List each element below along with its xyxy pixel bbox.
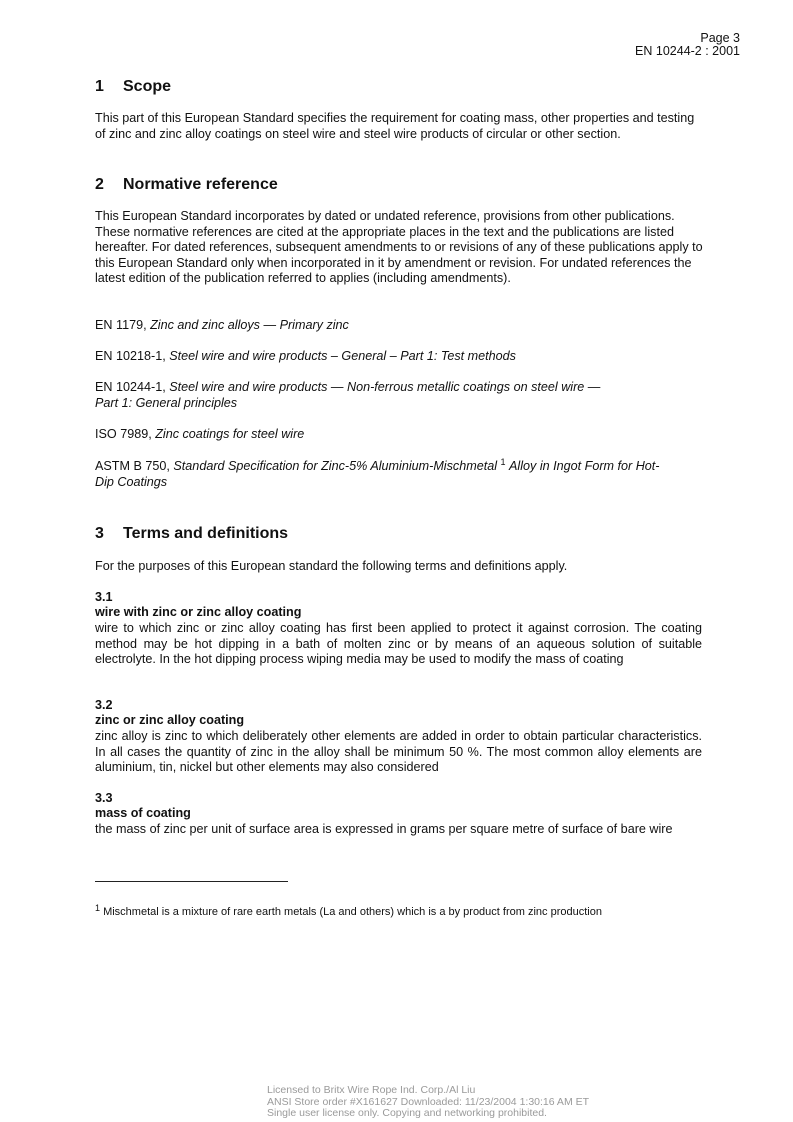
page-number: Page 3: [700, 31, 740, 45]
document-number: EN 10244-2 : 2001: [635, 44, 740, 58]
section-1-body: This part of this European Standard specifies the requirement for coating mass, other properties and testing of zinc and zinc alloy coatings on steel wire and steel wire products of circular or other section.: [95, 111, 695, 141]
reference-title: Standard Specification for Zinc-5% Aluminium-Mischmetal: [173, 459, 498, 473]
license-notice: [267, 1085, 589, 1120]
definition-term: mass of coating: [95, 806, 191, 820]
reference-code: EN 10244-1,: [95, 380, 166, 394]
footnote-marker: 1: [500, 457, 506, 467]
reference-title: Zinc coatings for steel wire: [155, 427, 305, 441]
section-3-body: For the purposes of this European standard the following terms and definitions apply.: [95, 559, 568, 573]
footnote-mark: 1: [95, 903, 101, 913]
definition-term: wire with zinc or zinc alloy coating: [95, 605, 302, 619]
reference-item: [95, 459, 705, 490]
reference-item: [95, 318, 705, 334]
definition-term: zinc or zinc alloy coating: [95, 713, 245, 727]
reference-item: [95, 427, 705, 443]
page-header: [635, 32, 740, 58]
section-number: 1: [95, 78, 104, 95]
footnote-divider: [95, 881, 288, 882]
reference-title: Zinc and zinc alloys — Primary zinc: [150, 318, 349, 332]
reference-title-line2: Part 1: General principles: [95, 395, 238, 410]
license-line: ANSI Store order #X161627 Downloaded: 11/23/2004 1:30:16 AM ET: [267, 1095, 590, 1108]
section-number: 2: [95, 176, 104, 193]
reference-title: Steel wire and wire products – General – Part 1: Test methods: [169, 349, 516, 363]
license-line: Licensed to Britx Wire Rope Ind. Corp./Al Liu: [267, 1084, 476, 1096]
reference-code: ISO 7989,: [95, 427, 152, 441]
reference-item: [95, 380, 705, 411]
definition-number: 3.2: [95, 698, 113, 712]
definition-text: the mass of zinc per unit of surface area is expressed in grams per square metre of surface of bare wire: [95, 822, 673, 836]
definition-number: 3.3: [95, 791, 113, 805]
section-number: 3: [95, 525, 104, 542]
footnote: [95, 903, 602, 918]
definition-text: wire to which zinc or zinc alloy coating has first been applied to protect it against corrosion. The coating method may be hot dipping in a bath of molten zinc or by means of an aqueous solution of suitable electrolyte. In the hot dipping process wiping media may be used to modify the mass of coating: [95, 621, 702, 667]
reference-code: EN 1179,: [95, 318, 147, 332]
section-1-heading: [95, 78, 171, 96]
definition-text: zinc alloy is zinc to which deliberately other elements are added in order to obtain particular characteristics. In all cases the quantity of zinc in the alloy shall be minimum 50 %. The most common alloy elements are aluminium, tin, nickel but other elements may also considered: [95, 729, 702, 775]
reference-title-line2: Dip Coatings: [95, 474, 168, 489]
reference-title-cont: Alloy in Ingot Form for Hot-: [509, 459, 660, 473]
reference-code: ASTM B 750,: [95, 459, 170, 473]
section-title: Normative reference: [123, 176, 278, 193]
section-title: Terms and definitions: [123, 525, 289, 542]
section-2-body: This European Standard incorporates by dated or undated reference, provisions from other publications. These normative references are cited at the appropriate places in the text and the publications are listed hereafter. For dated references, subsequent amendments to or revisions of any of these publications apply to this European Standard only when incorporated in it by amendment or revision. For undated references the latest edition of the publication referred to applies (including amendments).: [95, 209, 703, 286]
section-2-heading: [95, 176, 278, 194]
footnote-text: Mischmetal is a mixture of rare earth metals (La and others) which is a by product from zinc production: [103, 906, 602, 918]
reference-title: Steel wire and wire products — Non-ferrous metallic coatings on steel wire —: [169, 380, 601, 394]
reference-item: [95, 349, 705, 365]
reference-code: EN 10218-1,: [95, 349, 166, 363]
license-line: Single user license only. Copying and networking prohibited.: [267, 1107, 547, 1119]
section-title: Scope: [123, 78, 172, 95]
section-3-heading: [95, 525, 288, 543]
definition-number: 3.1: [95, 590, 113, 604]
